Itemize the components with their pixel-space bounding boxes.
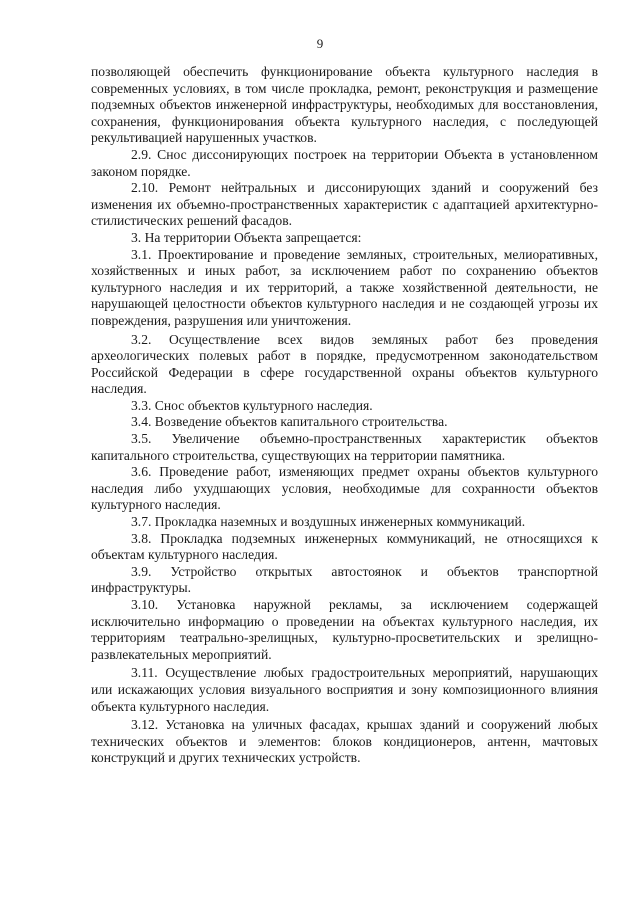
paragraph-3-11: 3.11. Осуществление любых градостроительных мероприятий, нарушающих или искажающих условия визуального восприятия и зону композиционного влияния объекта культурного наследия. [91, 665, 598, 714]
paragraph-3-8: 3.8. Прокладка подземных инженерных коммуникаций, не относящихся к объектам культурного наследия. [91, 530, 598, 563]
paragraph-3-6: 3.6. Проведение работ, изменяющих предмет охраны объектов культурного наследия либо ухудшающих условия, необходимые для сохранности объектов культурного наследия. [91, 464, 598, 513]
paragraph-3-12: 3.12. Установка на уличных фасадах, крышах зданий и сооружений любых технических объектов и элементов: блоков кондиционеров, антенн, мачтовых конструкций и других технических устройств. [91, 717, 598, 766]
paragraph-3-7: 3.7. Прокладка наземных и воздушных инженерных коммуникаций. [131, 514, 526, 530]
paragraph-3-5: 3.5. Увеличение объемно-пространственных характеристик объектов капитального строительства, существующих на территории памятника. [91, 431, 598, 463]
paragraph-continuation: позволяющей обеспечить функционирование объекта культурного наследия в современных условиях, в том числе прокладка, ремонт, реконструкция и размещение подземных объектов инженерной инфраструктуры, необходимых для восстановления, сохранения, функционирования объекта культурного наследия, с последующей рекультивацией нарушенных участков. [91, 64, 598, 146]
paragraph-3-4: 3.4. Возведение объектов капитального строительства. [131, 414, 448, 430]
paragraph-3-9: 3.9. Устройство открытых автостоянок и объектов транспортной инфраструктуры. [91, 563, 598, 596]
paragraph-3-10: 3.10. Установка наружной рекламы, за исключением содержащей исключительно информацию о проведении на объектах культурного наследия, их территориям театрально-зрелищных, культурно-просветительских и зрелищно-развлекательных мероприятий. [91, 597, 598, 662]
paragraph-3-3: 3.3. Снос объектов культурного наследия. [131, 397, 373, 413]
paragraph-3-2: 3.2. Осуществление всех видов земляных работ без проведения археологических полевых работ в порядке, предусмотренном законодательством Российской Федерации в сфере государственной охраны объектов культурного наследия. [91, 331, 598, 397]
paragraph-2-9: 2.9. Снос диссонирующих построек на территории Объекта в установленном законом порядке. [91, 146, 598, 179]
paragraph-2-10: 2.10. Ремонт нейтральных и диссонирующих зданий и сооружений без изменения их объемно-пространственных характеристик с адаптацией архитектурно-стилистических решений фасадов. [91, 180, 598, 229]
document-body [91, 64, 598, 767]
paragraph-3-1: 3.1. Проектирование и проведение земляных, строительных, мелиоративных, хозяйственных и иных работ, за исключением работ по сохранению объектов культурного наследия и их территорий, а также хозяйственной деятельности, не нарушающей целостности объектов культурного наследия и не создающей угрозы их повреждения, разрушения или уничтожения. [91, 246, 598, 328]
section-heading-3: 3. На территории Объекта запрещается: [131, 229, 362, 245]
page-number: 9 [316, 36, 324, 51]
